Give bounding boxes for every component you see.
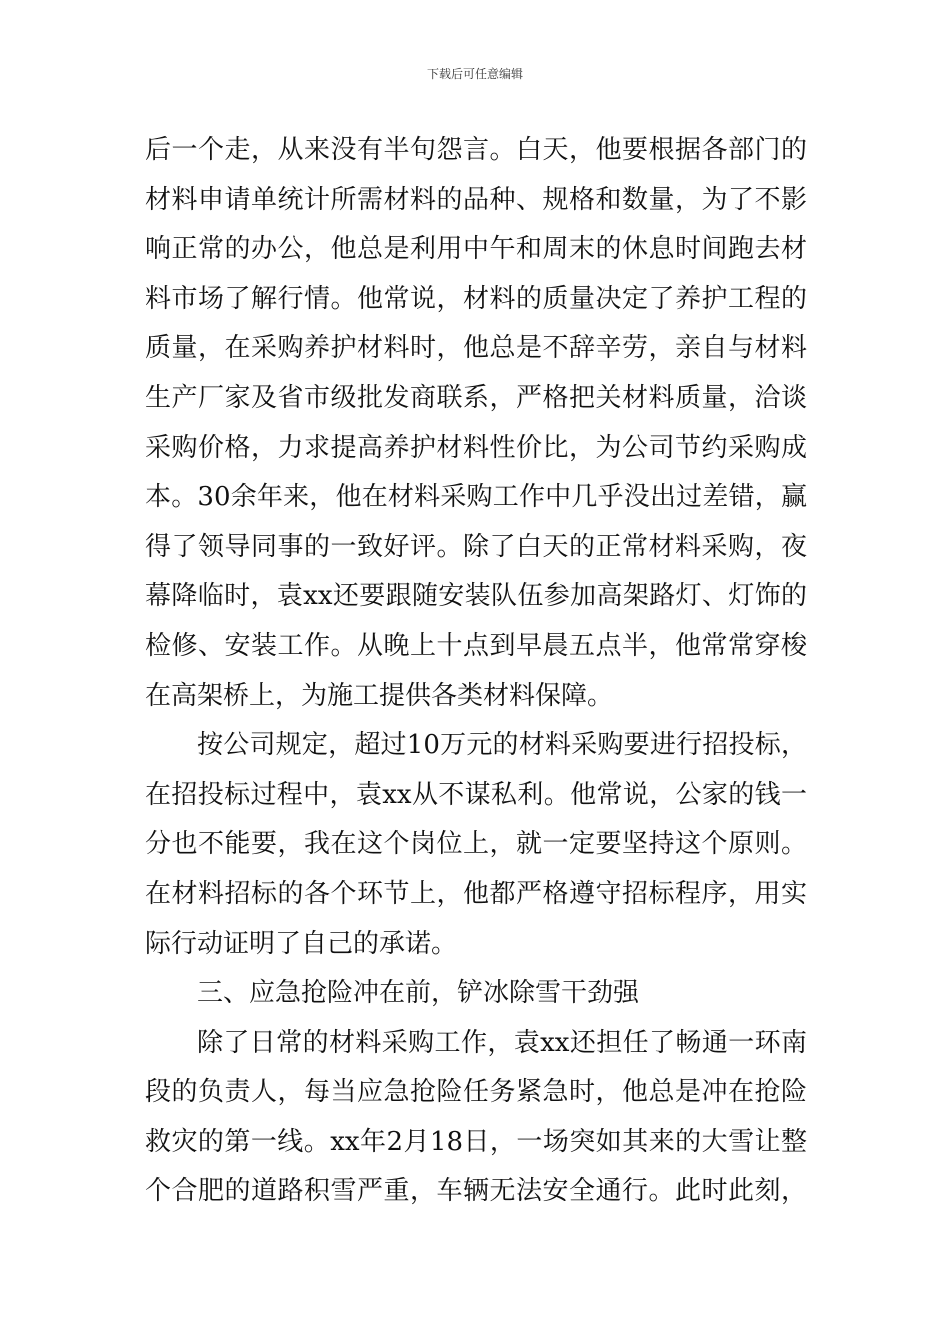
- text-line: 后一个走，从来没有半句怨言。白天，他要根据各部门的: [145, 135, 807, 165]
- paragraph-first-line: 按公司规定，超过10万元的材料采购要进行招投标，: [197, 730, 807, 761]
- document-body: [145, 126, 807, 1217]
- text-line: 幕降临时，袁xx还要跟随安装队伍参加高架路灯、灯饰的: [145, 581, 807, 612]
- text-line: 分也不能要，我在这个岗位上，就一定要坚持这个原则。: [145, 829, 807, 860]
- page-header: 下载后可任意编辑: [426, 67, 523, 81]
- text-line: 采购价格，力求提高养护材料性价比，为公司节约采购成: [145, 432, 807, 463]
- text-line: 料市场了解行情。他常说，材料的质量决定了养护工程的: [145, 283, 807, 314]
- text-line: 生产厂家及省市级批发商联系，严格把关材料质量，洽谈: [145, 382, 807, 413]
- text-line: 在高架桥上，为施工提供各类材料保障。: [145, 680, 614, 711]
- text-line: 救灾的第一线。xx年2月18日，一场突如其来的大雪让整: [145, 1126, 807, 1157]
- text-line: 得了领导同事的一致好评。除了白天的正常材料采购，夜: [145, 531, 807, 562]
- text-line: 个合肥的道路积雪严重，车辆无法安全通行。此时此刻，: [145, 1176, 807, 1207]
- text-line: 际行动证明了自己的承诺。: [145, 928, 458, 959]
- text-line: 响正常的办公，他总是利用中午和周末的休息时间跑去材: [145, 234, 807, 265]
- text-line: 材料申请单统计所需材料的品种、规格和数量，为了不影: [145, 184, 807, 215]
- section-heading: 三、应急抢险冲在前，铲冰除雪干劲强: [197, 978, 640, 1009]
- text-line: 本。30余年来，他在材料采购工作中几乎没出过差错，赢: [145, 482, 807, 513]
- text-line: 段的负责人，每当应急抢险任务紧急时，他总是冲在抢险: [145, 1077, 807, 1108]
- text-line: 在招投标过程中，袁xx从不谋私利。他常说，公家的钱一: [145, 779, 807, 810]
- paragraph-first-line: 除了日常的材料采购工作，袁xx还担任了畅通一环南: [197, 1027, 807, 1058]
- text-line: 质量，在采购养护材料时，他总是不辞辛劳，亲自与材料: [145, 333, 807, 364]
- text-line: 在材料招标的各个环节上，他都严格遵守招标程序，用实: [145, 878, 807, 909]
- text-line: 检修、安装工作。从晚上十点到早晨五点半，他常常穿梭: [145, 630, 807, 661]
